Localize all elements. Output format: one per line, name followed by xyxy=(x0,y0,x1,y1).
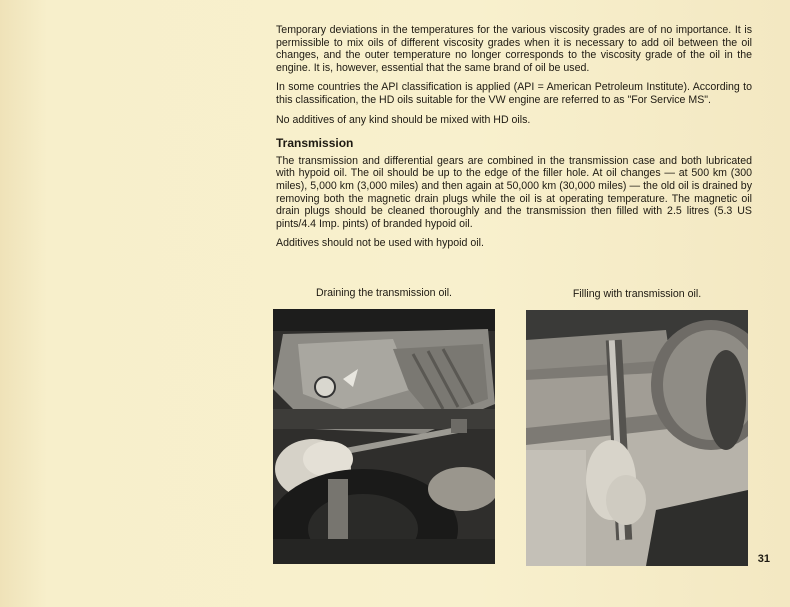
photo-filling-transmission xyxy=(526,310,748,566)
caption-draining: Draining the transmission oil. xyxy=(315,287,452,299)
section-heading-transmission: Transmission xyxy=(276,136,354,151)
paragraph-additives-hd: No additives of any kind should be mixed with HD oils. xyxy=(276,113,531,126)
paragraph-transmission: The transmission and differential gears are combined in the transmission case and both lubricated with hypoid oil. The oil should be up to the edge of the filler hole. At oil changes — at 500 km (300 miles), 5,000 km (3,000 miles) and then again at 50,000 km (30,000 miles) — the old oil is drained by removing both the magnetic drain plugs while the oil is at operating temperature. The magnetic oil drain plugs should be cleaned thoroughly and the transmission then filled with 2.5 litres (5.3 US pints/4.4 Imp. pints) of branded hypoid oil. xyxy=(276,154,752,230)
paragraph-additives-hypoid: Additives should not be used with hypoid oil. xyxy=(276,237,484,250)
page-number: 31 xyxy=(757,553,770,565)
draining-illustration xyxy=(273,309,495,564)
paragraph-viscosity: Temporary deviations in the temperatures for the various viscosity grades are of no importance. It is permissible to mix oils of different viscosity grades when it is necessary to add oil between the oil changes, and the outer temperature no longer corresponds to the viscosity grade of the oil in the engine. It is, however, essential that the same brand of oil be used. xyxy=(276,24,752,74)
body-text-column xyxy=(276,24,752,257)
filling-illustration xyxy=(526,310,748,566)
caption-filling: Filling with transmission oil. xyxy=(572,288,702,300)
paragraph-api: In some countries the API classification is applied (API = American Petroleum Institute). According to this classification, the HD oils suitable for the VW engine are referred to as "For Service MS". xyxy=(276,81,752,106)
photo-draining-transmission xyxy=(273,309,495,564)
